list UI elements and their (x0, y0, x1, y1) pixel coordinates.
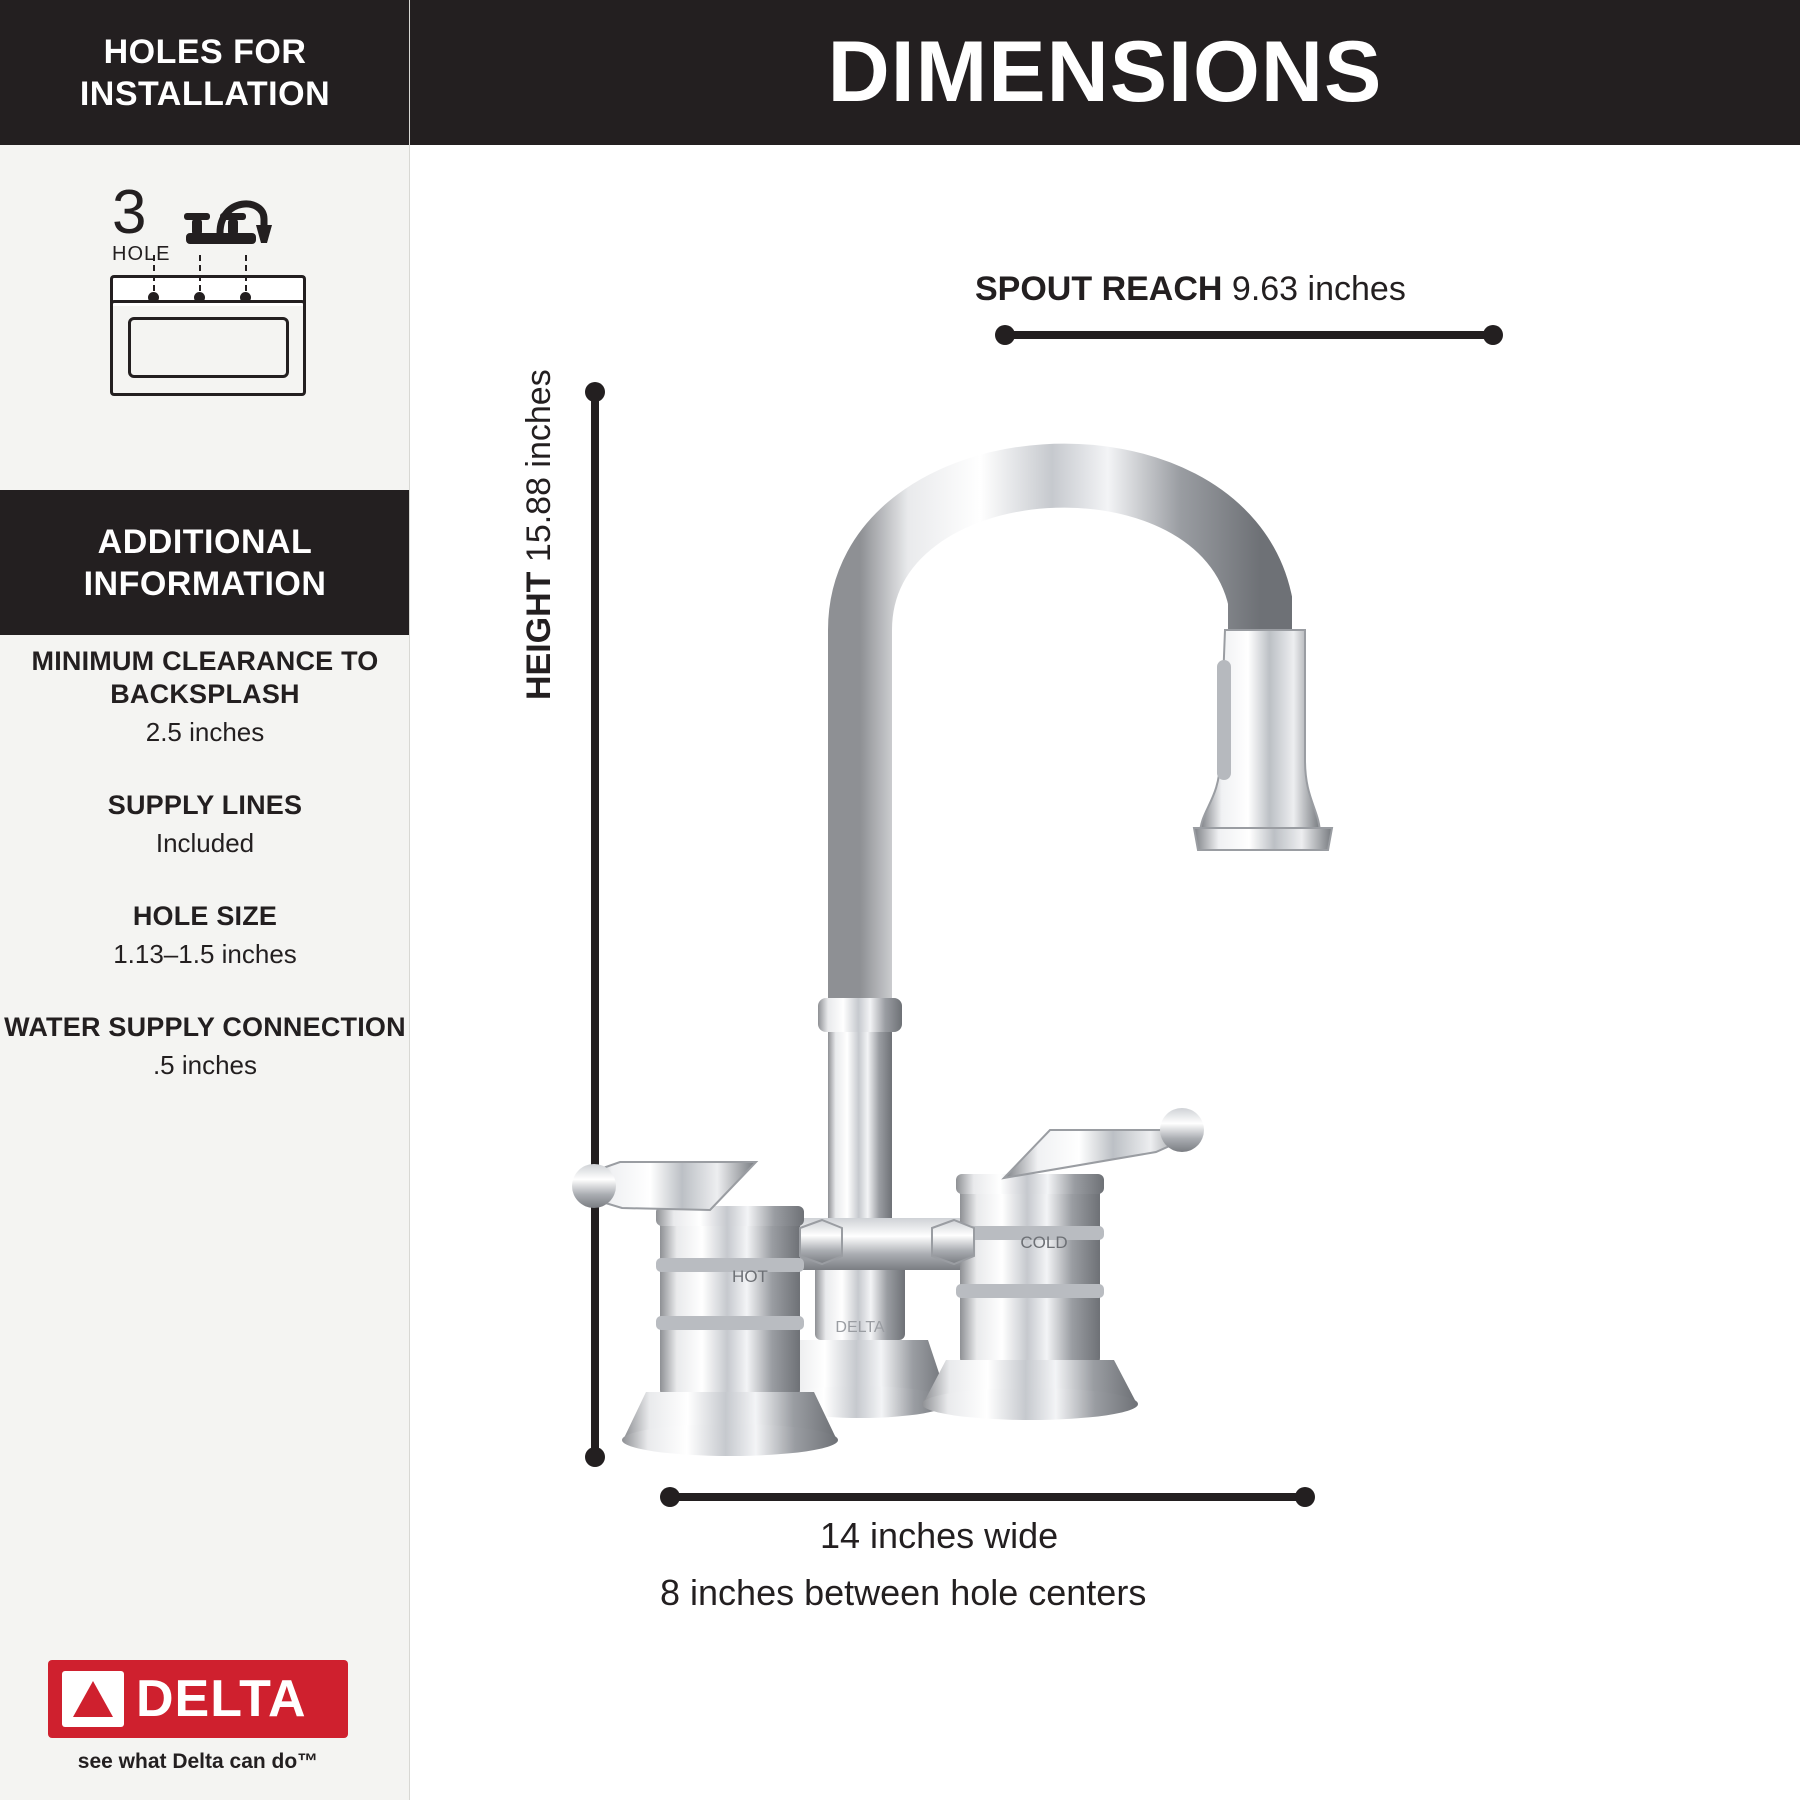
holes-header-line1: HOLES FOR INSTALLATION (79, 32, 331, 113)
info-item-supply-lines (0, 789, 410, 860)
hole-centers-text: 8 inches between hole centers (660, 1572, 1147, 1613)
width-arrow-line (670, 1493, 1310, 1501)
delta-tagline: see what Delta can do™ (77, 1750, 319, 1773)
info-item-minimum-clearance (0, 645, 410, 749)
info-value: 2.5 inches (145, 717, 265, 747)
hole-guide-line (199, 255, 201, 291)
width-arrow-right-dot (1295, 1487, 1315, 1507)
base-brand-mark: DELTA (835, 1319, 885, 1336)
delta-triangle-icon (62, 1671, 124, 1727)
info-item-water-supply-connection (0, 1011, 410, 1082)
cold-handle-assembly (922, 1108, 1204, 1420)
faucet-icon (168, 167, 278, 277)
delta-brand-name: DELTA (136, 1670, 307, 1728)
additional-information-header (0, 490, 410, 635)
holes-for-installation-header (0, 0, 410, 145)
info-label: SUPPLY LINES (107, 790, 303, 820)
delta-logo (48, 1660, 368, 1774)
spout-reach-label (975, 270, 1406, 309)
height-value: 15.88 inches (520, 369, 558, 563)
additional-information-list (0, 645, 410, 1122)
hole-count-number: 3 (112, 178, 147, 247)
three-hole-illustration (0, 145, 410, 490)
width-text: 14 inches wide (820, 1515, 1059, 1556)
hole-count-word: HOLE (112, 243, 171, 265)
sidebar (0, 0, 410, 1800)
sink-basin (128, 317, 289, 378)
faucet-product-image (560, 330, 1580, 1480)
delta-logo-badge (48, 1660, 348, 1738)
spout-reach-label-text: SPOUT REACH (975, 270, 1223, 308)
hole-dot (240, 292, 251, 303)
spout-reach-value: 9.63 inches (1231, 270, 1406, 308)
hole-dot (194, 292, 205, 303)
height-label (520, 369, 559, 700)
hole-guide-line (153, 255, 155, 291)
hot-label: HOT (732, 1267, 768, 1286)
info-label: WATER SUPPLY CONNECTION (4, 1012, 406, 1042)
info-value: .5 inches (152, 1050, 258, 1080)
hole-dot (148, 292, 159, 303)
height-label-text: HEIGHT (520, 571, 558, 700)
hot-handle-assembly (572, 1162, 838, 1456)
cold-label: COLD (1020, 1233, 1068, 1252)
page-title: DIMENSIONS (410, 0, 1800, 145)
additional-header-text: ADDITIONAL INFORMATION (83, 522, 327, 603)
info-value: 1.13–1.5 inches (113, 939, 297, 969)
hole-guide-line (245, 255, 247, 291)
info-value: Included (155, 828, 255, 858)
info-item-hole-size (0, 900, 410, 971)
info-label: HOLE SIZE (132, 901, 278, 931)
info-label: MINIMUM CLEARANCE TO BACKSPLASH (31, 646, 379, 709)
